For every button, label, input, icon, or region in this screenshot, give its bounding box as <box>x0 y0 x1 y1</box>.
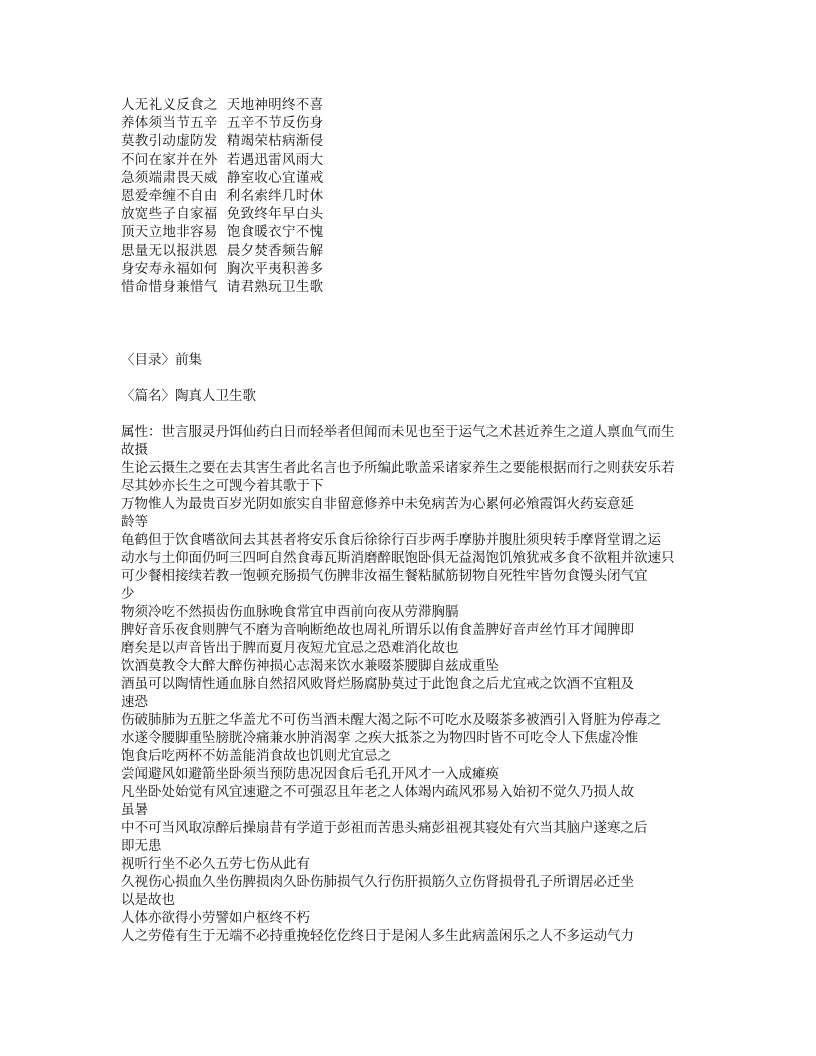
body-line: 饱食后吃两杯不妨盖能消食故也饥则尤宜忌之 <box>121 748 391 764</box>
poem-line: 养体须当节五辛 五辛不节反伤身 <box>121 115 324 132</box>
body-line: 属性：世言服灵丹饵仙药白日而轻举者但闻而未见也至于运气之术甚近养生之道人禀血气而生 <box>121 424 675 440</box>
body-line: 万物惟人为最贵百岁光阴如旅实自非留意修养中未免病苦为心累何必飧霞饵火药妄意延 <box>121 496 634 512</box>
poem-line: 思量无以报洪恩 晨夕焚香频告解 <box>121 242 324 259</box>
body-line: 人之劳倦有生于无端不必持重挽轻仡仡终日于是闲人多生此病盖闲乐之人不多运动气力 <box>121 928 634 944</box>
poem-line: 莫教引动虚防发 精竭荣枯病渐侵 <box>121 133 324 150</box>
body-line: 以是故也 <box>121 892 175 908</box>
body-line: 少 <box>121 586 135 602</box>
body-line: 凡坐卧处始觉有风宜速避之不可强忍且年老之人体竭内疏风邪易入始初不觉久乃损人故 <box>121 784 634 800</box>
poem-line: 急须端肃畏天威 静室收心宜谨戒 <box>121 169 324 186</box>
body-line: 人体亦欲得小劳譬如户枢终不朽 <box>121 910 310 926</box>
poem-line: 人无礼义反食之 天地神明终不喜 <box>121 97 324 113</box>
poem-line: 恩爱牵缠不自由 利名索绊几时休 <box>121 187 324 204</box>
body-line: 饮酒莫教令大醉大醉伤神损心志渴来饮水兼啜茶腰脚自兹成重坠 <box>121 658 499 674</box>
body-line: 酒虽可以陶情性通血脉自然招风败肾烂肠腐胁莫过于此饱食之后尤宜戒之饮酒不宜粗及 <box>121 676 634 692</box>
poem-line: 不问在家并在外 若遇迅雷风雨大 <box>121 151 324 168</box>
poem-line: 惜命惜身兼惜气 请君熟玩卫生歌 <box>121 278 324 295</box>
body-line: 尝闻避风如避箭坐卧须当预防患况因食后毛孔开风才一入成瘫痪 <box>121 766 499 782</box>
body-line: 动水与土仰面仍呵三四呵自然食毒瓦斯消磨醉眠饱卧俱无益渴饱饥飧犹戒多食不欲粗并欲速只 <box>121 550 675 566</box>
body-line: 即无患 <box>121 838 162 854</box>
body-line: 龟鹤但于饮食嗜欲间去其甚者将安乐食后徐徐行百步两手摩胁并腹肚须臾转手摩肾堂谓之运 <box>121 532 661 548</box>
article-title: 〈篇名〉陶真人卫生歌 <box>121 388 256 404</box>
body-line: 龄等 <box>121 514 148 530</box>
poem-line: 放宽些子自家福 免致终年早白头 <box>121 206 324 223</box>
body-line: 生论云摄生之要在去其害生者此名言也予所编此歌盖采诸家养生之要能根据而行之则获安乐若 <box>121 460 675 476</box>
body-line: 伤破肺肺为五脏之华盖尤不可伤当酒未醒大渴之际不可吃水及啜茶多被酒引入肾脏为停毒之 <box>121 712 661 728</box>
article-body <box>121 423 701 945</box>
body-line: 水遂令腰脚重坠膀胱冷痛兼水肿消渴挛 之疾大抵茶之为物四时皆不可吃令人下焦虚冷惟 <box>121 730 639 746</box>
catalog-heading: 〈目录〉前集 <box>121 352 202 368</box>
body-line: 久视伤心损血久坐伤脾损肉久卧伤肺损气久行伤肝损筋久立伤肾损骨孔子所谓居必迁坐 <box>121 874 634 890</box>
poem-line: 身安寿永福如何 胸次平夷积善多 <box>121 260 324 277</box>
body-line: 速恐 <box>121 694 148 710</box>
body-line: 故摄 <box>121 442 148 458</box>
poem-block <box>121 96 721 296</box>
body-line: 中不可当风取凉醉后操扇昔有学道于彭祖而苦患头痛彭祖视其寝处有穴当其脑户遂寒之后 <box>121 820 648 836</box>
body-line: 尽其妙亦长生之可觊今着其歌于下 <box>121 478 324 494</box>
body-line: 磨矣是以声音皆出于脾而夏月夜短尤宜忌之恐难消化故也 <box>121 640 459 656</box>
body-line: 可少餐相接续若教一饱顿充肠损气伤脾非汝福生餐粘腻筋韧物自死牲牢皆勿食馒头闭气宜 <box>121 568 648 584</box>
body-line: 虽暑 <box>121 802 148 818</box>
body-line: 脾好音乐夜食则脾气不磨为音响断绝故也周礼所谓乐以侑食盖脾好音声丝竹耳才闻脾即 <box>121 622 634 638</box>
poem-line: 顶天立地非容易 饱食暖衣宁不愧 <box>121 224 324 241</box>
body-line: 物须冷吃不然损齿伤血脉晚食常宜申酉前向夜从劳滞胸膈 <box>121 604 459 620</box>
body-line: 视听行坐不必久五劳七伤从此有 <box>121 856 310 872</box>
